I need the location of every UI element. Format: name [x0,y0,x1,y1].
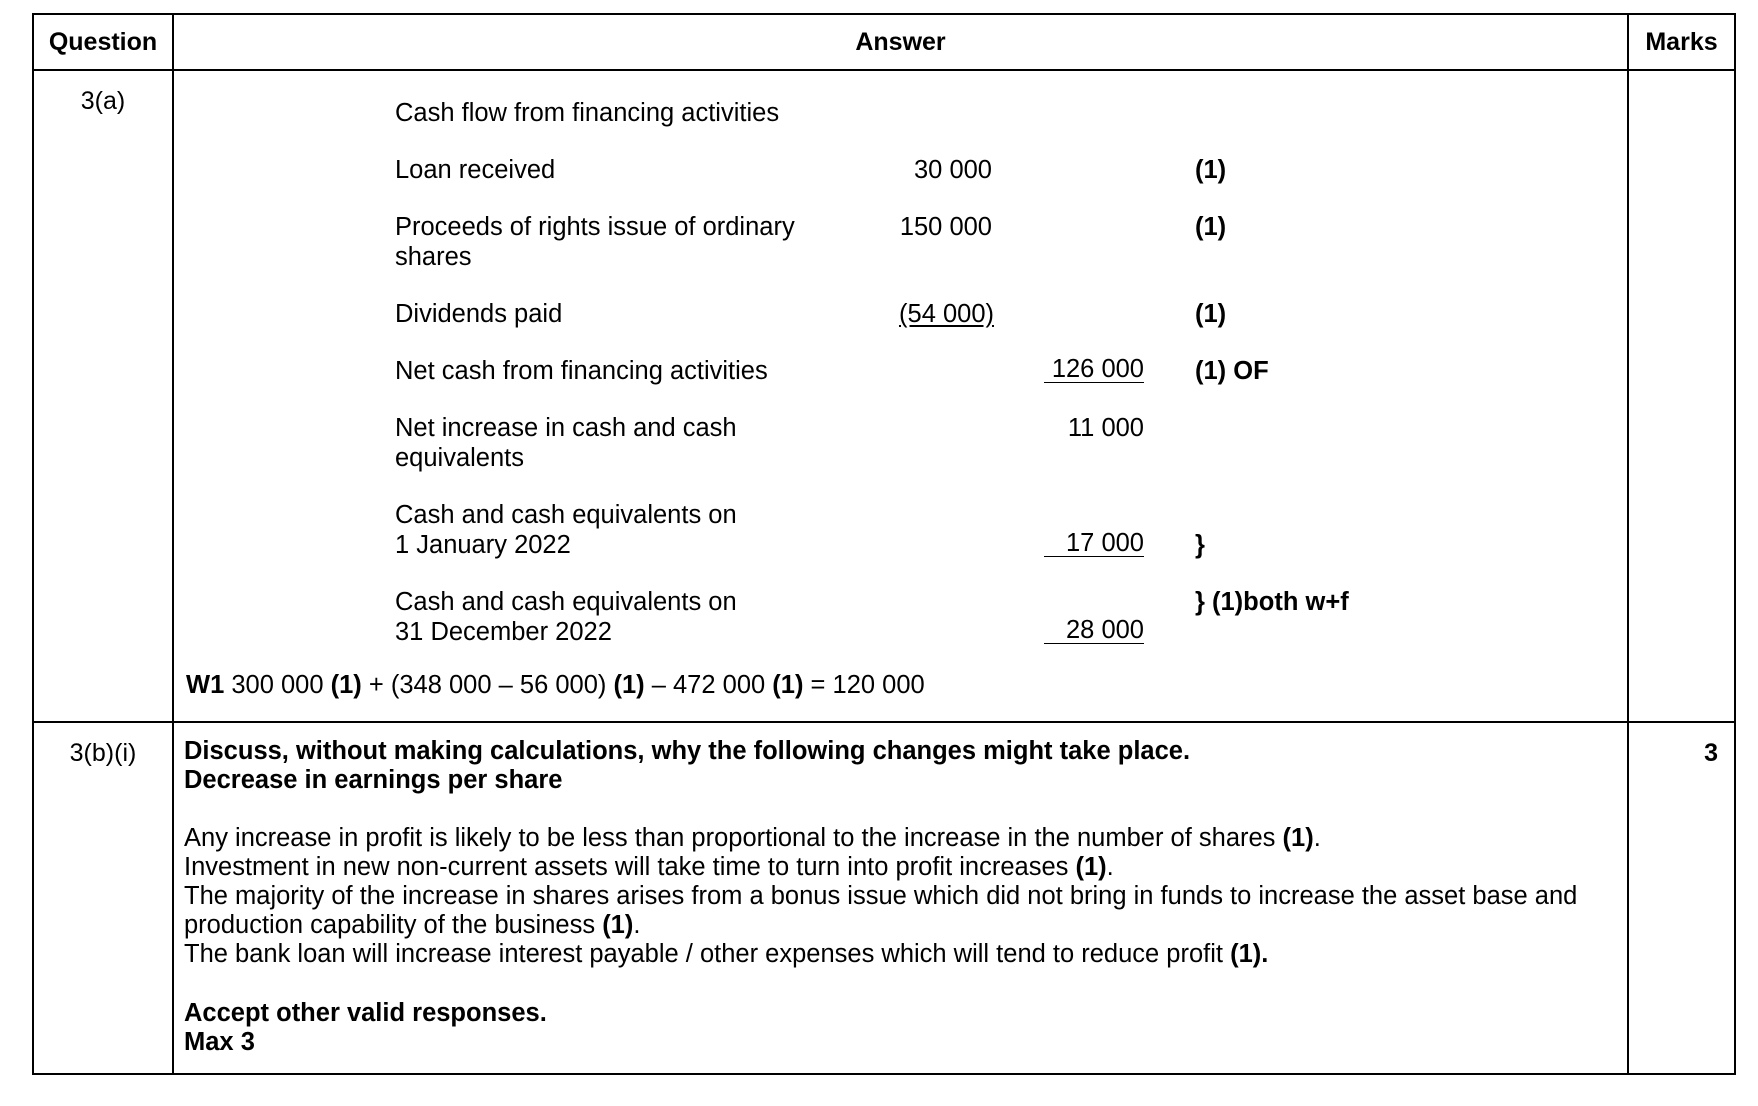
net-increase-label-line1: Net increase in cash and cash [395,414,737,442]
answer-point: The bank loan will increase interest payable / other expenses which will tend to reduce profit (1). [184,940,1269,968]
section-heading: Cash flow from financing activities [395,99,780,127]
mark-scheme-table [32,13,1736,1075]
net-financing-mark: (1) OF [1195,357,1269,385]
working-part-4: = 120 000 [810,671,925,699]
opening-cash-label-line2: 1 January 2022 [395,531,571,559]
answer-point: Investment in new non-current assets will take time to turn into profit increases (1). [184,853,1114,881]
working-w1 [186,670,925,700]
marks-cell [1628,70,1735,722]
closing-cash-label-line2: 31 December 2022 [395,618,612,646]
footer-max: Max 3 [184,1028,255,1056]
net-increase-amount: 11 000 [1067,414,1144,442]
working-label: W1 [186,671,225,699]
instruction: Discuss, without making calculations, why the following changes might take place. [184,737,1191,765]
answer-cell [173,70,1628,722]
question-number: 3(a) [33,70,173,722]
opening-cash-label-line1: Cash and cash equivalents on [395,501,737,529]
question-number: 3(b)(i) [33,722,173,1074]
working-mark-1: (1) [330,671,362,699]
dividends-mark: (1) [1195,300,1227,328]
header-answer: Answer [173,14,1628,70]
row-3b-i [33,722,1735,1074]
loan-amount: 30 000 [914,156,992,184]
answer-point: Any increase in profit is likely to be less than proportional to the increase in the number of shares (1). [184,824,1321,852]
working-mark-3: (1) [772,671,804,699]
answer-point: The majority of the increase in shares arises from a bonus issue which did not bring in funds to increase the asset base and production capability of the business (1). [184,882,1578,939]
loan-label: Loan received [395,156,556,184]
header-question: Question [33,14,173,70]
header-row [33,14,1735,70]
answer-cell [173,722,1628,1074]
working-part-3: – 472 000 [651,671,766,699]
dividends-amount: (54 000) [899,300,994,328]
dividends-label: Dividends paid [395,300,563,328]
subheading: Decrease in earnings per share [184,766,563,794]
closing-cash-label-line1: Cash and cash equivalents on [395,588,737,616]
net-increase-label-line2: equivalents [395,444,525,472]
working-part-2: + (348 000 – 56 000) [368,671,607,699]
opening-cash-amount: 17 000 [1044,530,1144,557]
loan-mark: (1) [1195,156,1227,184]
rights-label-line2: shares [395,243,472,271]
opening-cash-mark: } [1195,531,1205,559]
working-part-1: 300 000 [231,671,324,699]
answer-points [184,824,1617,969]
footer-accept: Accept other valid responses. [184,999,547,1027]
rights-mark: (1) [1195,213,1227,241]
closing-cash-amount: 28 000 [1044,617,1144,644]
rights-amount: 150 000 [899,213,992,241]
header-marks: Marks [1628,14,1735,70]
closing-cash-mark: } (1)both w+f [1195,588,1349,616]
row-3a [33,70,1735,722]
marks-cell: 3 [1628,722,1735,1074]
rights-label-line1: Proceeds of rights issue of ordinary [395,213,795,241]
working-mark-2: (1) [613,671,645,699]
net-financing-label: Net cash from financing activities [395,357,768,385]
net-financing-amount: 126 000 [1044,356,1144,383]
